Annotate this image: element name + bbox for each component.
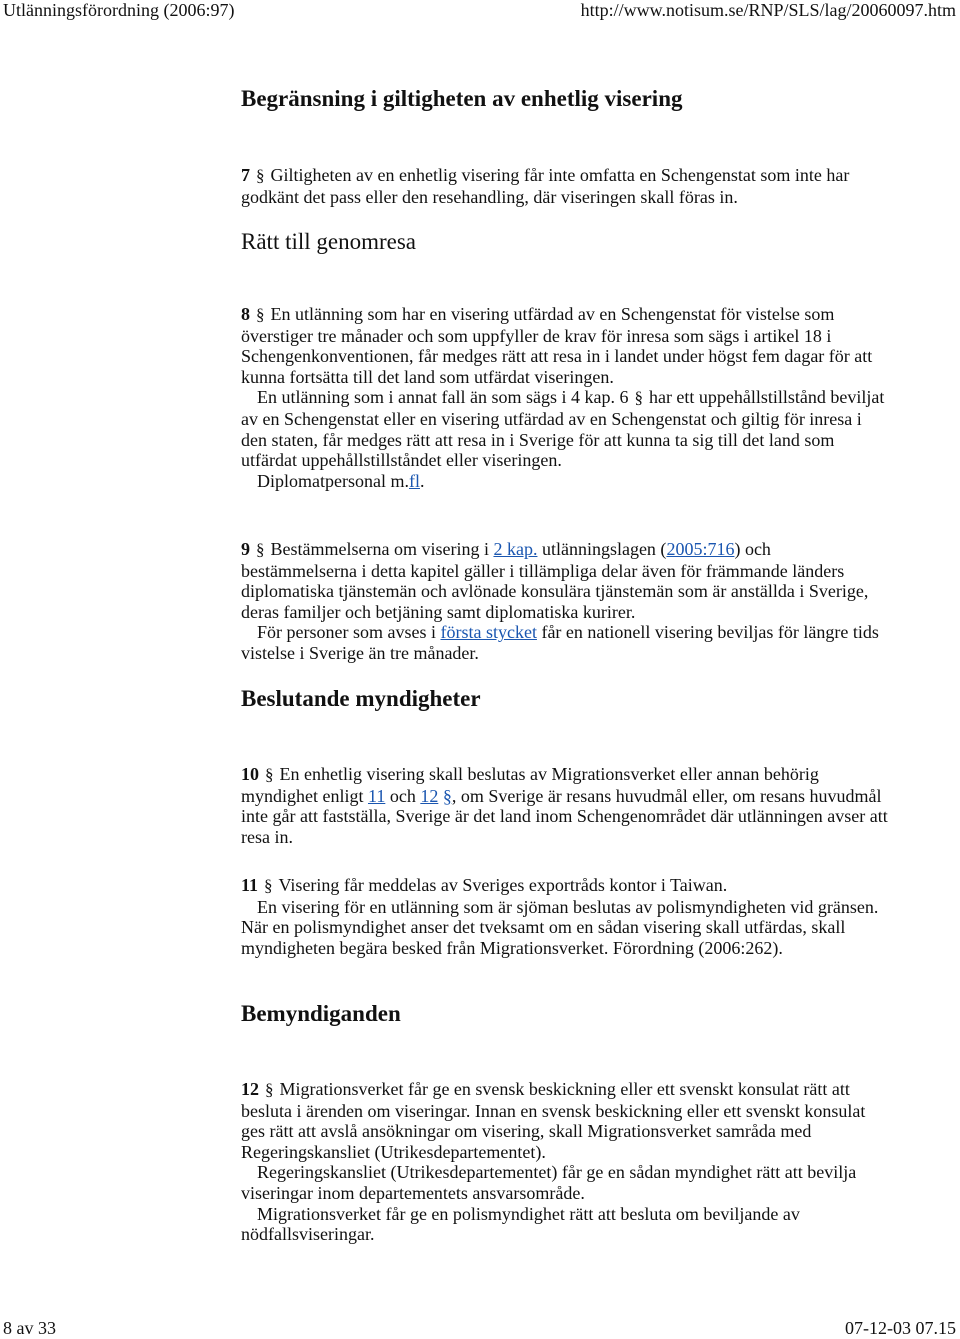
section-text: Giltigheten av en enhetlig visering får inte omfatta en Schengenstat som inte har godkänt det pass eller den resehandling, där viseringen skall föras in. — [241, 165, 850, 207]
paragraph-sign: § — [265, 765, 274, 784]
page-header-title: Utlänningsförordning (2006:97) — [3, 0, 235, 20]
paragraph-sign: § — [265, 1080, 274, 1099]
page-header-url[interactable]: http://www.notisum.se/RNP/SLS/lag/20060097.htm — [580, 0, 956, 20]
section-text: För personer som avses i — [257, 622, 436, 643]
section-12 — [241, 1079, 891, 1245]
paragraph-sign: § — [256, 540, 265, 559]
section-text: Bestämmelserna om visering i — [270, 539, 489, 559]
section-text: En enhetlig visering skall beslutas av Migrationsverket eller annan behörig myndighet enligt — [241, 764, 819, 806]
section-number: 9 — [241, 539, 250, 559]
section-text: Migrationsverket får ge en svensk beskickning eller ett svenskt konsulat rätt att besluta i ärenden om viseringar. Innan en svensk beskickning eller ett svenskt konsulat ges rätt att avslå ansökningar om visering, skall Migrationsverket samråda med Regeringskansliet (Utrikesdepartementet). — [241, 1079, 866, 1162]
section-text: får en nationell visering beviljas för längre tids vistelse i Sverige än tre månader. — [241, 622, 879, 663]
section-text: , om Sverige är resans huvudmål eller, om resans huvudmål inte går att fastställa, Sverige är det land inom Schengenområdet där utlänningen avser att resa in. — [241, 785, 888, 847]
section-text: Migrationsverket får ge en polismyndighet rätt att besluta om beviljande av nödfallsviseringar. — [241, 1203, 800, 1245]
heading-ratt-till-genomresa: Rätt till genomresa — [241, 229, 417, 254]
heading-bemyndiganden: Bemyndiganden — [241, 1001, 401, 1026]
section-8 — [241, 304, 891, 491]
link-paragraph[interactable]: § — [442, 785, 452, 806]
paragraph-sign: § — [264, 876, 273, 895]
heading-begransning: Begränsning i giltigheten av enhetlig visering — [241, 86, 683, 111]
section-7 — [241, 165, 891, 207]
section-text: Visering får meddelas av Sveriges exportråds kontor i Taiwan. — [278, 875, 728, 895]
section-number: 10 — [241, 764, 259, 784]
section-number: 12 — [241, 1079, 259, 1099]
link-12[interactable]: 12 — [420, 785, 439, 806]
section-text: har ett uppehållstillstånd beviljat av en Schengenstat eller en visering utfärdad av en Schengenstat och giltig för inresa i den staten, får medges rätt att resa in i Sverige för att kunna ta sig till det land som utfärdat uppehållstillståndet eller viseringen. — [241, 387, 885, 471]
section-text: och — [389, 785, 416, 806]
heading-beslutande-myndigheter: Beslutande myndigheter — [241, 686, 481, 711]
paragraph-sign: § — [634, 388, 643, 408]
page-footer-datetime: 07-12-03 07.15 — [845, 1318, 956, 1338]
section-text: utlänningslagen ( — [541, 539, 667, 559]
link-11[interactable]: 11 — [367, 785, 386, 806]
section-10 — [241, 764, 891, 847]
link-forsta-stycket[interactable]: första stycket — [440, 622, 537, 643]
section-text: Regeringskansliet (Utrikesdepartementet) får ge en sådan myndighet rätt att bevilja viseringar inom departementets ansvarsområde. — [241, 1162, 857, 1203]
paragraph-sign: § — [256, 166, 265, 185]
section-number: 8 — [241, 304, 250, 324]
section-number: 11 — [241, 875, 259, 895]
section-text: . — [419, 470, 425, 491]
section-text: En utlänning som i annat fall än som sägs i 4 kap. 6 — [257, 387, 629, 408]
section-text: En utlänning som har en visering utfärdad av en Schengenstat för vistelse som överstiger tre månader och som uppfyller de krav för inresa som sägs i artikel 18 i Schengenkonventionen, får medges rätt att resa in i landet under högst fem dagar för att kunna fortsätta till det land som utfärdat viseringen. — [241, 304, 873, 387]
link-2-kap[interactable]: 2 kap. — [493, 539, 538, 559]
page-footer-number: 8 av 33 — [3, 1318, 56, 1338]
section-text: En visering för en utlänning som är sjöman beslutas av polismyndigheten vid gränsen. När en polismyndighet anser det tveksamt om en sådan visering skall utfärdas, skall myndigheten begära besked från Migrationsverket. Förordning (2006:262). — [241, 896, 879, 958]
link-2005-716[interactable]: 2005:716 — [666, 539, 735, 559]
section-text: Diplomatpersonal m. — [257, 470, 409, 491]
paragraph-sign: § — [256, 305, 265, 324]
section-11 — [241, 875, 891, 958]
link-fl[interactable]: fl — [408, 470, 420, 491]
section-number: 7 — [241, 165, 250, 185]
section-text: ) och bestämmelserna i detta kapitel gäller i tillämpliga delar även för främmande länders diplomatiska tjänstemän och avlönade konsulära tjänstemän som är anställda i Sverige, deras familjer och betjäning samt diplomatiska kurirer. — [241, 539, 869, 622]
section-9 — [241, 539, 891, 664]
